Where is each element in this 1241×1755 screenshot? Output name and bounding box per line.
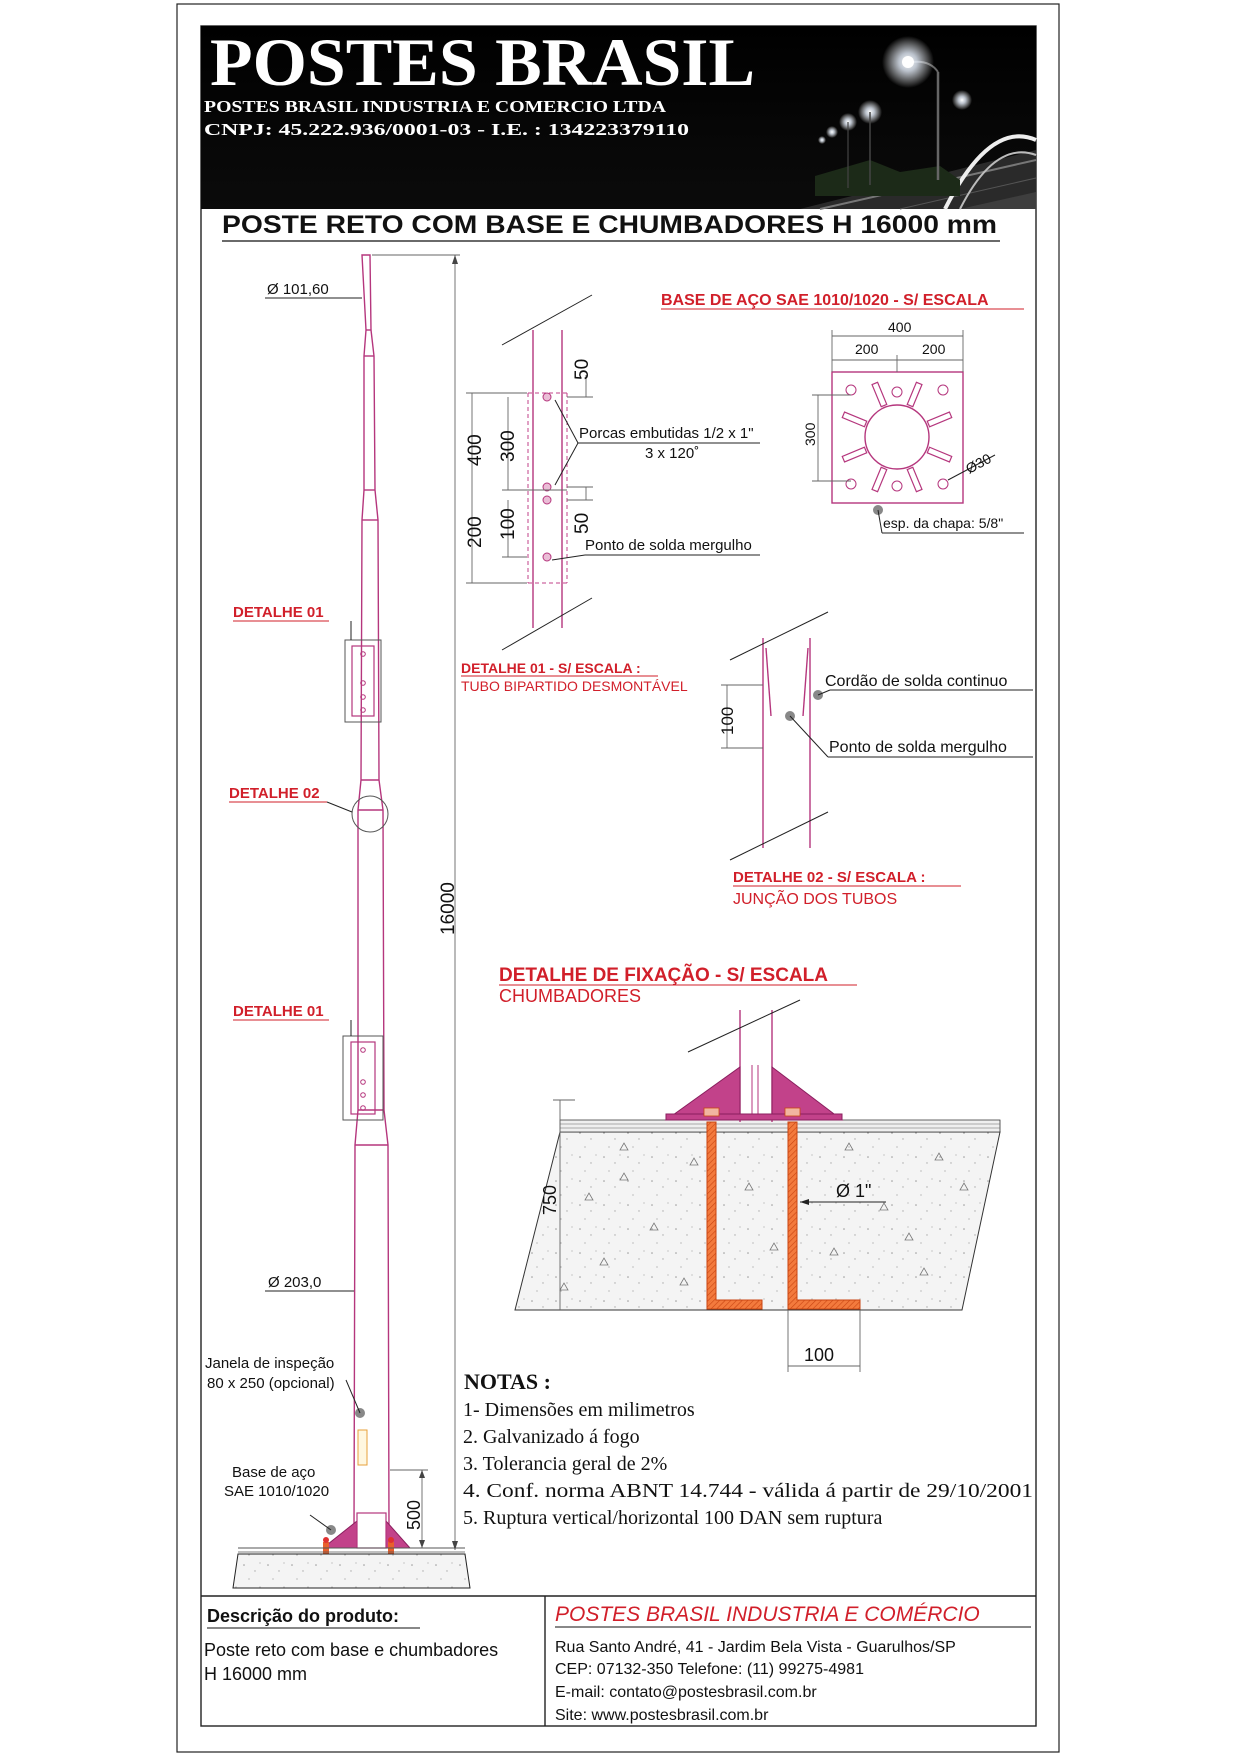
footer-company: POSTES BRASIL INDUSTRIA E COMÉRCIO bbox=[555, 1603, 980, 1626]
detail01-lower-label: DETALHE 01 bbox=[233, 1003, 324, 1020]
dim-400: 400 bbox=[465, 434, 486, 466]
dim-50-bottom: 50 bbox=[572, 512, 593, 534]
base-plate-caption: BASE DE AÇO SAE 1010/1020 - S/ ESCALA bbox=[661, 292, 989, 309]
drawing-title: POSTE RETO COM BASE E CHUMBADORES H 16000 mm bbox=[222, 211, 997, 239]
plate-rib bbox=[927, 447, 951, 462]
hook-length-dim: 100 bbox=[804, 1345, 835, 1365]
footer-cep-phone: CEP: 07132-350 Telefone: (11) 99275-4981 bbox=[555, 1661, 864, 1678]
plate-rib bbox=[907, 467, 922, 491]
weld-continuous-label: Cordão de solda continuo bbox=[825, 673, 1008, 690]
nuts-label: Porcas embutidas 1/2 x 1" bbox=[579, 425, 754, 442]
brand-title: POSTES BRASIL bbox=[210, 24, 755, 100]
description-line-1: Poste reto com base e chumbadores bbox=[204, 1640, 499, 1660]
note-item-5: 5. Ruptura vertical/horizontal 100 DAN sem ruptura bbox=[463, 1507, 883, 1529]
plate-half-left-dim: 200 bbox=[855, 341, 879, 357]
notes-title: NOTAS : bbox=[464, 1369, 551, 1394]
company-cnpj: CNPJ: 45.222.936/0001-03 - I.E. : 134223379110 bbox=[204, 120, 689, 139]
dim-50-top: 50 bbox=[572, 358, 593, 380]
header-banner bbox=[201, 24, 1036, 209]
top-diameter-label: Ø 101,60 bbox=[267, 281, 329, 298]
base-plate-plan bbox=[661, 292, 1024, 533]
footer-address: Rua Santo André, 41 - Jardim Bela Vista - Guarulhos/SP bbox=[555, 1639, 956, 1656]
note-item-4: 4. Conf. norma ABNT 14.744 - válida á partir de 29/10/2001 bbox=[463, 1480, 1033, 1502]
weld-point-label: Ponto de solda mergulho bbox=[585, 537, 752, 554]
base-label-1: Base de aço bbox=[232, 1464, 316, 1481]
detail01-upper-label: DETALHE 01 bbox=[233, 604, 324, 621]
description-title: Descrição do produto: bbox=[207, 1606, 400, 1626]
detail02-caption-sub: JUNÇÃO DOS TUBOS bbox=[733, 891, 898, 908]
plate-thickness-label: esp. da chapa: 5/8" bbox=[883, 515, 1004, 531]
note-item-2: 2. Galvanizado á fogo bbox=[463, 1426, 640, 1448]
dim-100: 100 bbox=[498, 508, 519, 540]
inspection-label-2: 80 x 250 (opcional) bbox=[207, 1375, 335, 1392]
bottom-diameter-label: Ø 203,0 bbox=[268, 1274, 322, 1291]
plate-half-right-dim: 200 bbox=[922, 341, 946, 357]
pole-elevation bbox=[205, 255, 470, 1588]
base-height-dim: 500 bbox=[404, 1499, 424, 1530]
plate-rib bbox=[927, 412, 951, 427]
plate-rib bbox=[872, 467, 887, 491]
pole-height-dim: 16000 bbox=[438, 882, 459, 935]
detail01-drawing bbox=[461, 295, 760, 694]
fixing-caption: DETALHE DE FIXAÇÃO - S/ ESCALA bbox=[499, 965, 828, 986]
detail01-caption: DETALHE 01 - S/ ESCALA : bbox=[461, 660, 641, 676]
plate-rib bbox=[872, 382, 887, 406]
plate-rib bbox=[842, 447, 866, 462]
plate-rib bbox=[842, 412, 866, 427]
detail02-drawing bbox=[718, 612, 1033, 908]
hole-diameter-label: Ø30 bbox=[962, 450, 994, 477]
detail02-caption: DETALHE 02 - S/ ESCALA : bbox=[733, 869, 926, 886]
base-label-2: SAE 1010/1020 bbox=[224, 1483, 330, 1500]
dim-300: 300 bbox=[498, 430, 519, 462]
nuts-sub: 3 x 120˚ bbox=[645, 445, 700, 462]
footer-email: E-mail: contato@postesbrasil.com.br bbox=[555, 1684, 817, 1701]
plate-side-dim: 300 bbox=[802, 422, 818, 446]
detail02-label: DETALHE 02 bbox=[229, 785, 320, 802]
note-item-1: 1- Dimensões em milimetros bbox=[463, 1399, 695, 1421]
plate-width-dim: 400 bbox=[888, 319, 912, 335]
description-line-2: H 16000 mm bbox=[204, 1664, 308, 1684]
fixing-caption-sub: CHUMBADORES bbox=[499, 986, 642, 1006]
plate-rib bbox=[907, 382, 922, 406]
footer-block bbox=[201, 1596, 1036, 1726]
footer-site: Site: www.postesbrasil.com.br bbox=[555, 1707, 769, 1724]
dim-200: 200 bbox=[465, 516, 486, 548]
inspection-label-1: Janela de inspeção bbox=[205, 1355, 335, 1372]
detail01-caption-sub: TUBO BIPARTIDO DESMONTÁVEL bbox=[461, 678, 688, 694]
fixing-detail bbox=[499, 964, 1000, 1372]
weld-point-label-2: Ponto de solda mergulho bbox=[829, 739, 1007, 756]
note-item-3: 3. Tolerancia geral de 2% bbox=[463, 1453, 668, 1475]
anchor-depth-dim: 750 bbox=[540, 1184, 560, 1215]
notes-block bbox=[463, 1369, 1033, 1529]
rod-diameter-label: Ø 1" bbox=[836, 1181, 872, 1201]
detail02-dim-100: 100 bbox=[718, 706, 737, 735]
company-name: POSTES BRASIL INDUSTRIA E COMERCIO LTDA bbox=[204, 97, 667, 116]
